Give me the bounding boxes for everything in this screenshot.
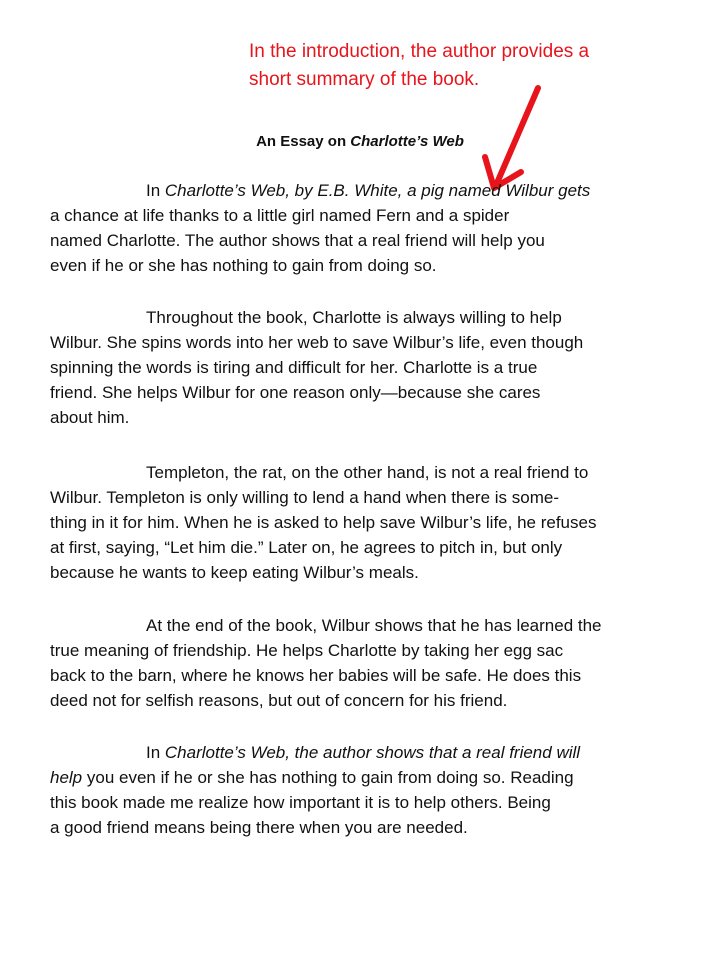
text-run: In: [146, 181, 165, 200]
paragraph-line: At the end of the book, Wilbur shows that he has learned the: [146, 616, 602, 635]
italic-run: Charlotte’s Web, the author shows that a real friend will: [164, 743, 581, 762]
annotation-line: In the introduction, the author provides a: [249, 41, 590, 62]
paragraph-line: thing in it for him. When he is asked to help save Wilbur’s life, he refuses: [50, 513, 597, 532]
paragraph-line: spinning the words is tiring and difficult for her. Charlotte is a true: [50, 358, 538, 377]
paragraph-wilbur: [50, 613, 680, 713]
paragraph-line: deed not for selfish reasons, but out of concern for his friend.: [50, 691, 508, 710]
paragraph-line: true meaning of friendship. He helps Charlotte by taking her egg sac: [50, 641, 564, 660]
text-run: In: [146, 743, 165, 762]
paragraph-line: back to the barn, where he knows her babies will be safe. He does this: [50, 666, 582, 685]
paragraph-line: a good friend means being there when you are needed.: [50, 818, 468, 837]
paragraph-line: [50, 765, 680, 790]
paragraph-line: friend. She helps Wilbur for one reason only—because she cares: [50, 383, 541, 402]
paragraph-line: [50, 178, 680, 203]
paragraph-line: about him.: [50, 408, 130, 427]
paragraph-charlotte: [50, 305, 680, 430]
paragraph-line: Wilbur. Templeton is only willing to lend a hand when there is some-: [50, 488, 560, 507]
italic-run: help: [50, 768, 83, 787]
paragraph-conclusion: [50, 740, 680, 840]
paragraph-templeton: [50, 460, 680, 585]
paragraph-line: Throughout the book, Charlotte is always willing to help: [146, 308, 562, 327]
text-run: you even if he or she has nothing to gain from doing so. Reading: [82, 768, 574, 787]
paragraph-line: because he wants to keep eating Wilbur’s meals.: [50, 563, 419, 582]
title-book: Charlotte’s Web: [350, 133, 464, 150]
paragraph-line: this book made me realize how important it is to help others. Being: [50, 793, 551, 812]
paragraph-line: a chance at life thanks to a little girl named Fern and a spider: [50, 206, 510, 225]
paragraph-line: even if he or she has nothing to gain from doing so.: [50, 256, 437, 275]
paragraph-intro: [50, 178, 680, 278]
title-prefix: An Essay on: [256, 133, 351, 150]
paragraph-line: named Charlotte. The author shows that a real friend will help you: [50, 231, 545, 250]
annotation-line: short summary of the book.: [249, 69, 480, 90]
essay-title: [0, 133, 720, 150]
paragraph-line: [50, 740, 680, 765]
paragraph-line: Wilbur. She spins words into her web to save Wilbur’s life, even though: [50, 333, 584, 352]
paragraph-line: at first, saying, “Let him die.” Later on, he agrees to pitch in, but only: [50, 538, 563, 557]
italic-run: Charlotte’s Web, by E.B. White, a pig named Wilbur gets: [164, 181, 591, 200]
paragraph-line: Templeton, the rat, on the other hand, is not a real friend to: [146, 463, 589, 482]
